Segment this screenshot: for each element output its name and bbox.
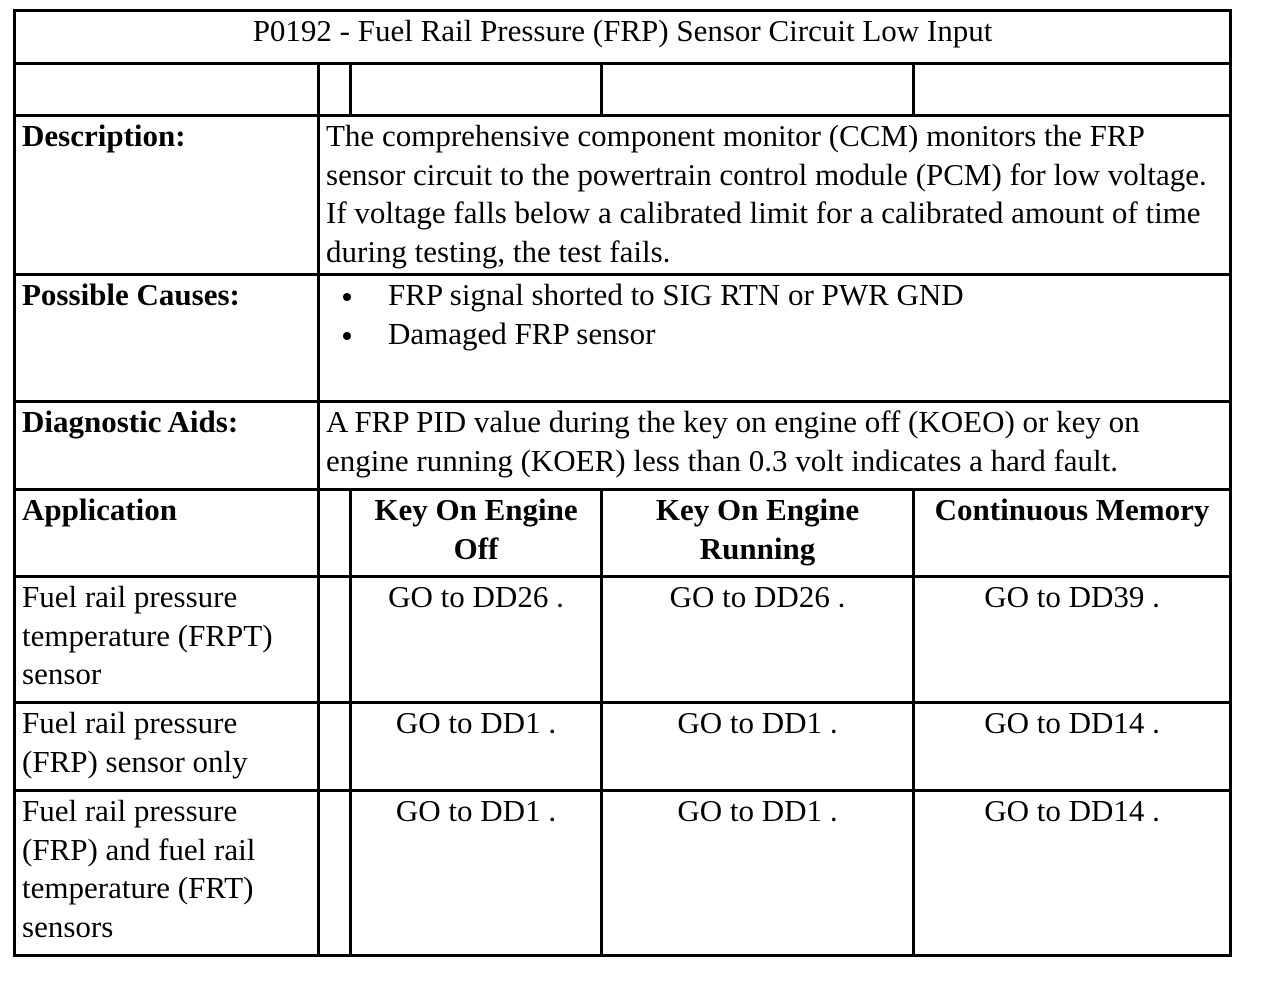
table-header-row <box>15 490 1231 577</box>
koeo-cell: GO to DD26 . <box>351 577 602 703</box>
header-application: Application <box>15 490 319 577</box>
possible-causes-list <box>326 276 1223 353</box>
diagnostic-aids-row <box>15 402 1231 490</box>
table-row <box>15 703 1231 791</box>
spacer-cell <box>319 703 351 791</box>
memory-cell: GO to DD14 . <box>914 791 1231 956</box>
empty-cell <box>914 64 1231 116</box>
title-row <box>15 11 1231 64</box>
table-row <box>15 791 1231 956</box>
table-row <box>15 577 1231 703</box>
possible-causes-label: Possible Causes: <box>15 275 319 402</box>
koer-cell: GO to DD1 . <box>602 703 914 791</box>
memory-cell: GO to DD39 . <box>914 577 1231 703</box>
description-label: Description: <box>15 116 319 275</box>
koer-cell: GO to DD1 . <box>602 791 914 956</box>
header-koeo: Key On Engine Off <box>351 490 602 577</box>
dtc-table <box>13 9 1232 957</box>
application-cell: Fuel rail pressure temperature (FRPT) sensor <box>15 577 319 703</box>
possible-causes-row <box>15 275 1231 402</box>
diagnostic-aids-text: A FRP PID value during the key on engine off (KOEO) or key on engine running (KOER) less than 0.3 volt indicates a hard fault. <box>319 402 1231 490</box>
koeo-cell: GO to DD1 . <box>351 703 602 791</box>
spacer-cell <box>319 490 351 577</box>
empty-cell <box>602 64 914 116</box>
application-cell: Fuel rail pressure (FRP) and fuel rail temperature (FRT) sensors <box>15 791 319 956</box>
diagnostic-aids-label: Diagnostic Aids: <box>15 402 319 490</box>
empty-row <box>15 64 1231 116</box>
dtc-document <box>13 9 1232 957</box>
empty-cell <box>15 64 319 116</box>
application-cell: Fuel rail pressure (FRP) sensor only <box>15 703 319 791</box>
possible-causes-cell <box>319 275 1231 402</box>
list-item: FRP signal shorted to SIG RTN or PWR GND <box>388 276 1223 315</box>
empty-cell <box>319 64 351 116</box>
spacer-cell <box>319 577 351 703</box>
page-title: P0192 - Fuel Rail Pressure (FRP) Sensor Circuit Low Input <box>15 11 1231 64</box>
koeo-cell: GO to DD1 . <box>351 791 602 956</box>
list-item: Damaged FRP sensor <box>388 315 1223 354</box>
koer-cell: GO to DD26 . <box>602 577 914 703</box>
header-continuous-memory: Continuous Memory <box>914 490 1231 577</box>
description-row <box>15 116 1231 275</box>
description-text: The comprehensive component monitor (CCM) monitors the FRP sensor circuit to the powertrain control module (PCM) for low voltage. If voltage falls below a calibrated limit for a calibrated amount of time during testing, the test fails. <box>319 116 1231 275</box>
empty-cell <box>351 64 602 116</box>
header-koer: Key On Engine Running <box>602 490 914 577</box>
memory-cell: GO to DD14 . <box>914 703 1231 791</box>
spacer-cell <box>319 791 351 956</box>
